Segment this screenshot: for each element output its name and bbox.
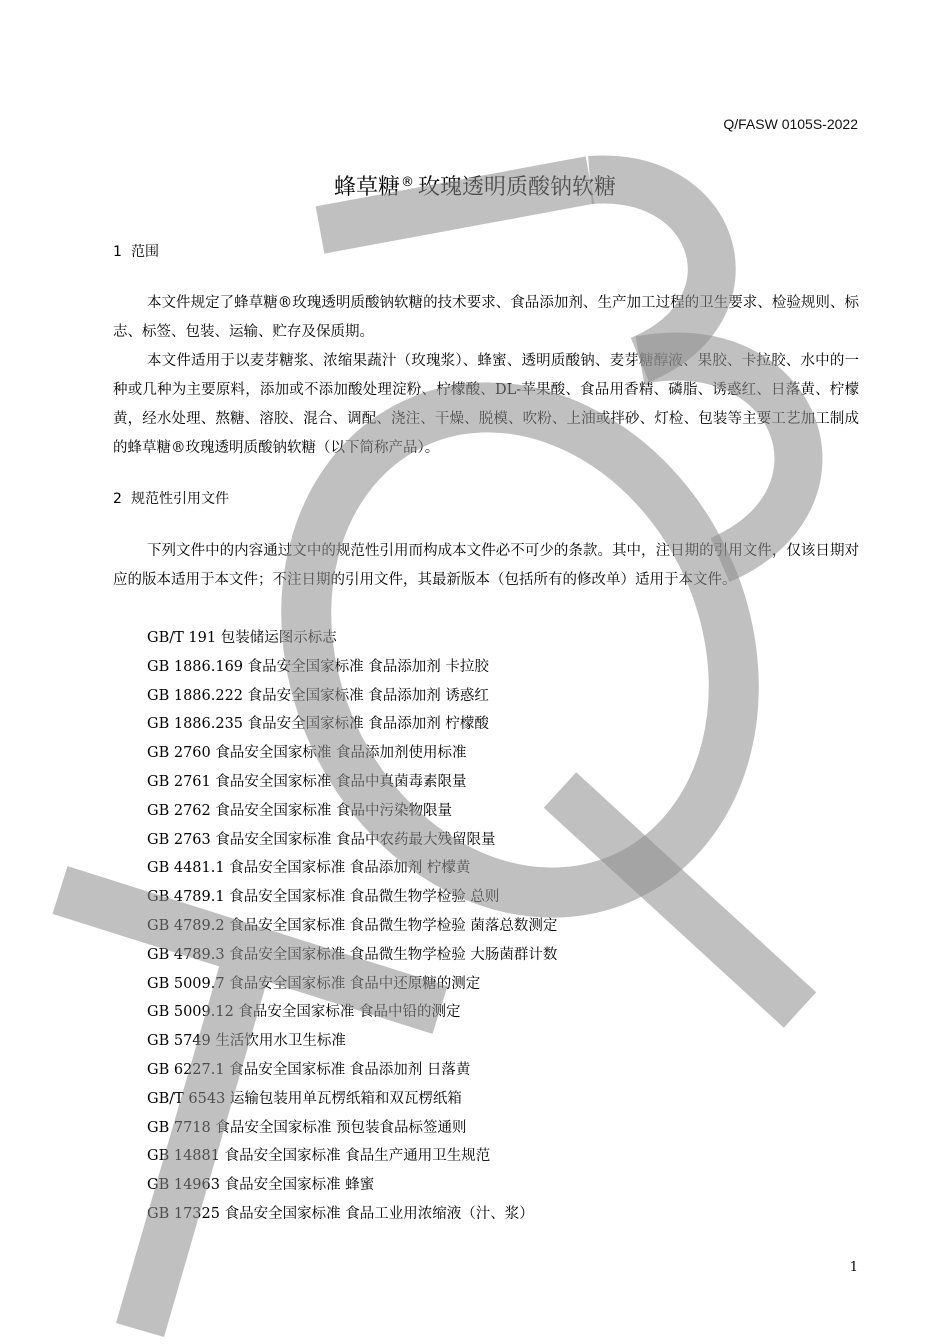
section-1-heading xyxy=(113,241,159,261)
reference-item: GB 5009.12 食品安全国家标准 食品中铅的测定 xyxy=(147,1004,461,1021)
reference-item: GB 1886.222 食品安全国家标准 食品添加剂 诱惑红 xyxy=(147,687,489,704)
reference-item: GB 4481.1 食品安全国家标准 食品添加剂 柠檬黄 xyxy=(147,860,471,877)
reference-list xyxy=(147,624,557,1229)
section-2-heading xyxy=(113,488,229,508)
scope-paragraph-1: 本文件规定了蜂草糖®玫瑰透明质酸钠软糖的技术要求、食品添加剂、生产加工过程的卫生要求、检验规则、标志、标签、包装、运输、贮存及保质期。 xyxy=(113,295,859,340)
reference-item: GB 6227.1 食品安全国家标准 食品添加剂 日落黄 xyxy=(147,1061,471,1078)
reference-item: GB 4789.3 食品安全国家标准 食品微生物学检验 大肠菌群计数 xyxy=(147,946,558,963)
section-number: 1 xyxy=(113,244,122,260)
title-product: 玫瑰透明质酸钠软糖 xyxy=(418,175,617,200)
reference-item: GB/T 6543 运输包装用单瓦楞纸箱和双瓦楞纸箱 xyxy=(147,1090,462,1107)
reference-item: GB 1886.235 食品安全国家标准 食品添加剂 柠檬酸 xyxy=(147,716,489,733)
standard-code: Q/FASW 0105S-2022 xyxy=(723,116,858,132)
reference-item: GB 17325 食品安全国家标准 食品工业用浓缩液（汁、浆） xyxy=(147,1205,534,1222)
section-title: 范围 xyxy=(131,244,159,260)
reference-item: GB/T 191 包装储运图示标志 xyxy=(147,630,337,646)
reference-item: GB 4789.1 食品安全国家标准 食品微生物学检验 总则 xyxy=(147,889,500,906)
reference-item: GB 2761 食品安全国家标准 食品中真菌毒素限量 xyxy=(147,773,467,790)
registered-mark: ® xyxy=(401,175,414,190)
reference-item: GB 5749 生活饮用水卫生标准 xyxy=(147,1033,346,1050)
reference-item: GB 2762 食品安全国家标准 食品中污染物限量 xyxy=(147,802,452,819)
references-intro-paragraph: 下列文件中的内容通过文中的规范性引用而构成本文件必不可少的条款。其中，注日期的引用文件，仅该日期对应的版本适用于本文件；不注日期的引用文件，其最新版本（包括所有的修改单）适用于本文件。 xyxy=(113,543,859,588)
title-brand: 蜂草糖 xyxy=(333,175,400,200)
section-number: 2 xyxy=(113,491,122,507)
reference-item: GB 1886.169 食品安全国家标准 食品添加剂 卡拉胶 xyxy=(147,658,489,675)
page-number: 1 xyxy=(849,1260,858,1275)
reference-item: GB 2763 食品安全国家标准 食品中农药最大残留限量 xyxy=(147,831,496,848)
scope-paragraph-2: 本文件适用于以麦芽糖浆、浓缩果蔬汁（玫瑰浆）、蜂蜜、透明质酸钠、麦芽糖醇液、果胶、卡拉胶、水中的一种或几种为主要原料，添加或不添加酸处理淀粉、柠檬酸、DL-苹果酸、食品用香精、磷脂、诱惑红、日落黄、柠檬黄，经水处理、熬糖、溶胶、混合、调配、浇注、干燥、脱模、吹粉、上油或拌砂、灯检、包装等主要工艺加工制成的蜂草糖®玫瑰透明质酸钠软糖（以下简称产品）。 xyxy=(113,353,859,456)
reference-item: GB 14881 食品安全国家标准 食品生产通用卫生规范 xyxy=(147,1148,491,1165)
reference-item: GB 2760 食品安全国家标准 食品添加剂使用标准 xyxy=(147,745,467,762)
section-title: 规范性引用文件 xyxy=(131,491,229,507)
document-title xyxy=(0,170,950,201)
reference-item: GB 4789.2 食品安全国家标准 食品微生物学检验 菌落总数测定 xyxy=(147,917,558,934)
reference-item: GB 7718 食品安全国家标准 预包装食品标签通则 xyxy=(147,1119,467,1136)
reference-item: GB 14963 食品安全国家标准 蜂蜜 xyxy=(147,1177,375,1194)
reference-item: GB 5009.7 食品安全国家标准 食品中还原糖的测定 xyxy=(147,975,481,992)
